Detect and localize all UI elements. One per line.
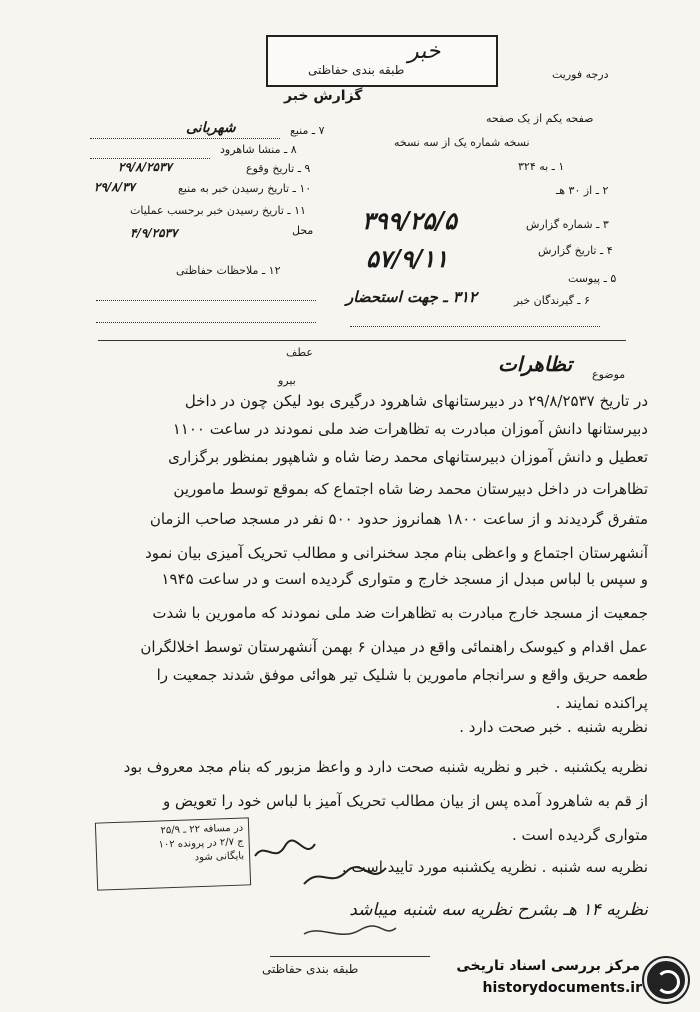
body-line: نظریه ۱۴ هـ بشرح نظریه سه شنبه میباشد — [349, 900, 648, 920]
divider — [90, 138, 280, 139]
field-received-source-value: ۲۹/۸/۳۷ — [94, 180, 135, 194]
watermark-name: مرکز بررسی اسناد تاریخی — [456, 958, 640, 974]
watermark — [430, 956, 692, 1008]
field-to: ۱ ـ به ۳۲۴ — [518, 160, 565, 173]
body-line: دبیرستانها دانش آموزان مبادرت به تظاهرات ضد ملی نمودند در ساعت ۱۱۰۰ — [172, 420, 648, 438]
body-line: پراکنده نمایند . — [555, 694, 648, 712]
field-report-date-label: ۴ ـ تاریخ گزارش — [538, 244, 613, 257]
divider — [96, 300, 316, 301]
divider — [350, 326, 600, 327]
field-from: ۲ ـ از ۳۰ هـ — [556, 184, 609, 197]
routing-note-line: در مسافه ۲۲ ـ ۲۵/۹ — [160, 822, 244, 837]
report-title: گزارش خبر — [284, 88, 363, 104]
field-report-date-value: ۵۷/۹/۱۱ — [366, 244, 448, 273]
field-received-ops-value: ۴/۹/۲۵۳۷ — [130, 226, 178, 240]
body-line: جمعیت از مسجد خارج مبادرت به تظاهرات ضد ملی نمودند که مامورین با شدت — [152, 604, 648, 622]
field-recipients-value: ۳۱۲ ـ جهت استحضار — [346, 288, 477, 306]
subject-value: تظاهرات — [498, 352, 573, 376]
copy-number: نسخه شماره یک از سه نسخه — [394, 136, 530, 149]
body-line: طعمه حریق واقع و سرانجام مامورین با شلیک تیر هوائی موفق شدند جمعیت را — [156, 666, 648, 684]
body-line: و سپس با لباس مبدل از مسجد خارج و متواری گردیده است و در ساعت ۱۹۴۵ — [161, 570, 648, 588]
field-event-date-label: ۹ ـ تاریخ وقوع — [246, 162, 311, 175]
body-line: در تاریخ ۲۹/۸/۲۵۳۷ در دبیرستانهای شاهرود درگیری بود لیکن چون در داخل — [184, 392, 648, 410]
follow-up-label: بیرو — [278, 374, 296, 387]
body-line: نظریه سه شنبه . نظریه یکشنبه مورد تایید است . — [341, 858, 648, 876]
divider — [90, 158, 210, 159]
field-report-number-label: ۳ ـ شماره گزارش — [526, 218, 609, 231]
reference-label: عطف — [286, 346, 313, 359]
divider — [96, 322, 316, 323]
routing-note-line: ج ۲/۷ در پرونده ۱۰۲ — [158, 836, 244, 851]
field-source-label: ۷ ـ منبع — [290, 124, 325, 137]
footer-classification: طبقه بندی حفاظتی — [262, 962, 359, 976]
archive-logo-icon — [644, 958, 688, 1002]
footer-rule — [270, 956, 430, 957]
watermark-url: historydocuments.ir — [482, 980, 642, 996]
field-event-date-value: ۲۹/۸/۲۵۳۷ — [118, 160, 172, 174]
stamp-classification-label: طبقه بندی حفاظتی — [308, 63, 405, 77]
field-origin-label: ۸ ـ منشا شاهرود — [220, 143, 297, 156]
body-line: نظریه شنبه . خبر صحت دارد . — [459, 718, 648, 736]
routing-note-box — [95, 817, 251, 890]
body-line: عمل اقدام و کیوسک راهنمائی واقع در میدان ۶ بهمن آنشهرستان توسط اخلالگران — [140, 638, 648, 656]
body-line: نظریه یکشنبه . خبر و نظریه شنبه صحت دارد و واعظ مزبور که بنام مجد معروف بود — [123, 758, 648, 776]
body-line: تعطیل و دانش آموزان دبیرستانهای محمد رضا شاه و شاهپور بمنظور برگزاری — [168, 448, 648, 466]
subject-label: موضوع — [592, 368, 626, 381]
field-received-ops-sub: محل — [292, 224, 314, 237]
body-line: متواری گردیده است . — [511, 826, 648, 844]
body-line: متفرق گردیدند و از ساعت ۱۸۰۰ همانروز حدود ۵۰۰ نفر در مسجد صاحب الزمان — [149, 510, 648, 528]
body-line: از قم به شاهرود آمده پس از بیان مطالب تحریک آمیز با لباس خود را تعویض و — [163, 792, 648, 810]
field-attachment: ۵ ـ پیوست — [568, 272, 617, 285]
field-source-value: شهربانی — [186, 120, 236, 136]
signature-scribble — [300, 920, 400, 944]
classification-stamp — [266, 35, 498, 87]
body-line: تظاهرات در داخل دبیرستان محمد رضا شاه اجتماع که بموقع توسط مامورین — [173, 480, 648, 498]
routing-note-line: بایگانی شود — [194, 850, 245, 864]
signature-scribble — [300, 862, 390, 892]
field-security-notes-label: ۱۲ ـ ملاحظات حفاظتی — [176, 264, 281, 277]
header-rule — [98, 340, 626, 341]
field-received-source-label: ۱۰ ـ تاریخ رسیدن خبر به منبع — [178, 182, 312, 195]
stamp-handwritten-mark: خبر — [408, 39, 441, 64]
field-recipients-label: ۶ ـ گیرندگان خبر — [514, 294, 590, 307]
page-count: صفحه یکم از یک صفحه — [486, 112, 594, 125]
field-report-number-value: ۳۹۹/۲۵/۵ — [362, 206, 457, 235]
field-received-ops-label: ۱۱ ـ تاریخ رسیدن خبر برحسب عملیات — [130, 204, 306, 217]
body-line: آنشهرستان اجتماع و واعظی بنام مجد سخنرانی و مطالب تحریک آمیزی بیان نمود — [145, 544, 648, 562]
priority-label: درجه فوریت — [552, 68, 609, 81]
